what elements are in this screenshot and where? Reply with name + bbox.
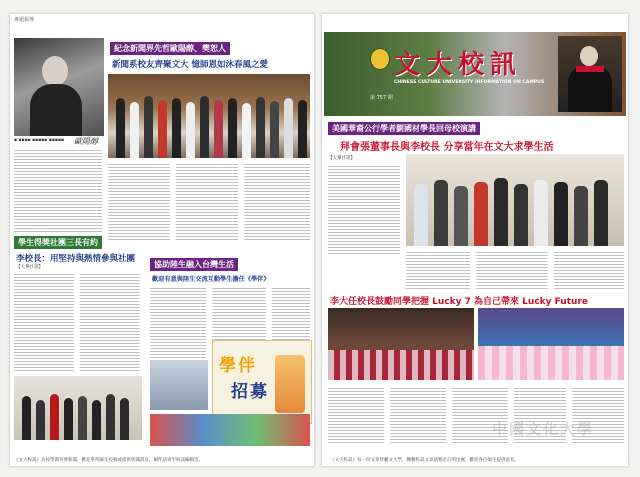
story1-text-col-1	[328, 164, 400, 256]
feature-headline: 新聞系校友齊聚文大 憶師恩如沐春風之愛	[112, 60, 268, 70]
portrait-photo	[14, 38, 104, 136]
masthead	[324, 32, 626, 116]
left-footer: 《文大校訊》為按學期刊發新聞，歡迎系所師生投稿或提供新聞消息，稿件請寄至校訊編輯室。	[14, 458, 203, 463]
right-footer: 《文大校訊》每一份文章皆屬文大學，轉載校訊文章請務必註明出處，歡迎各位師生提供意見。	[330, 458, 519, 463]
story2-headline: 李大任校長鼓勵同學把握 Lucky 7 為自己帶來 Lucky Future	[330, 297, 588, 307]
story1-text-col-2	[406, 250, 470, 290]
student-byline: 【大華社訊】	[16, 265, 43, 270]
student-text-col-1	[14, 272, 74, 372]
mainland-headline: 歡迎有意與陸生交流互動學生擔任《學伴》	[152, 276, 270, 283]
right-page	[322, 14, 628, 466]
story1-text-col-4	[554, 250, 624, 290]
ceremony-photo-left	[328, 308, 474, 380]
story2-text-col-1	[328, 386, 384, 444]
group-photo	[108, 74, 310, 158]
recruit-ad-title-1: 學伴	[219, 356, 257, 376]
story1-headline: 拜會張董事長與李校長 分享當年在文大求學生活	[340, 142, 554, 153]
issue-number: 第 757 期	[370, 95, 393, 101]
portrait-caption: ▪ ▪▪▪▪ ▪▪▪▪▪ ▪▪▪▪▪	[14, 138, 65, 143]
page-label: 專題報導	[14, 17, 35, 23]
mainland-activity-photo	[150, 414, 310, 446]
masthead-subtitle: CHINESE CULTURE UNIVERSITY INFORMATION ON CAMPUS	[394, 80, 545, 85]
story1-banner: 美國華裔公行學者劉國材學長回母校演講	[328, 122, 480, 135]
feature-banner: 紀念新聞界先哲歐陽醇、樊恕人	[110, 42, 230, 55]
recruit-ad-title-2: 招募	[231, 382, 269, 402]
student-group-photo	[14, 376, 142, 440]
left-page	[10, 14, 314, 466]
story1-text-col-3	[476, 250, 548, 290]
story2-text-col-2	[390, 386, 446, 444]
mainland-text-col-1	[150, 286, 206, 370]
graduation-photo	[558, 36, 622, 112]
masthead-title: 文大校訊	[394, 50, 523, 80]
mainland-photo	[150, 360, 208, 410]
feature-text-col-2	[176, 162, 238, 240]
student-headline: 李校長：用堅持與熱情參與社團	[16, 254, 136, 264]
recruit-ad	[212, 340, 312, 424]
feature-text-col-1	[108, 162, 170, 240]
mainland-text-col-3	[272, 286, 310, 340]
story1-byline: 【大華社訊】	[328, 156, 355, 161]
ceremony-photo-right	[478, 308, 624, 380]
watermark: 中國文化大學	[492, 420, 595, 438]
student-text-col-2	[80, 272, 140, 372]
feature-text-col-3	[244, 162, 310, 240]
university-emblem-icon	[370, 48, 390, 70]
signature: 歐陽醇	[74, 137, 98, 146]
mainland-banner: 協助陸生融入台灣生活	[150, 258, 238, 271]
intro-text-block	[14, 148, 102, 234]
story1-group-photo	[406, 154, 624, 246]
student-banner: 學生得獎社團三長有約	[14, 236, 102, 249]
